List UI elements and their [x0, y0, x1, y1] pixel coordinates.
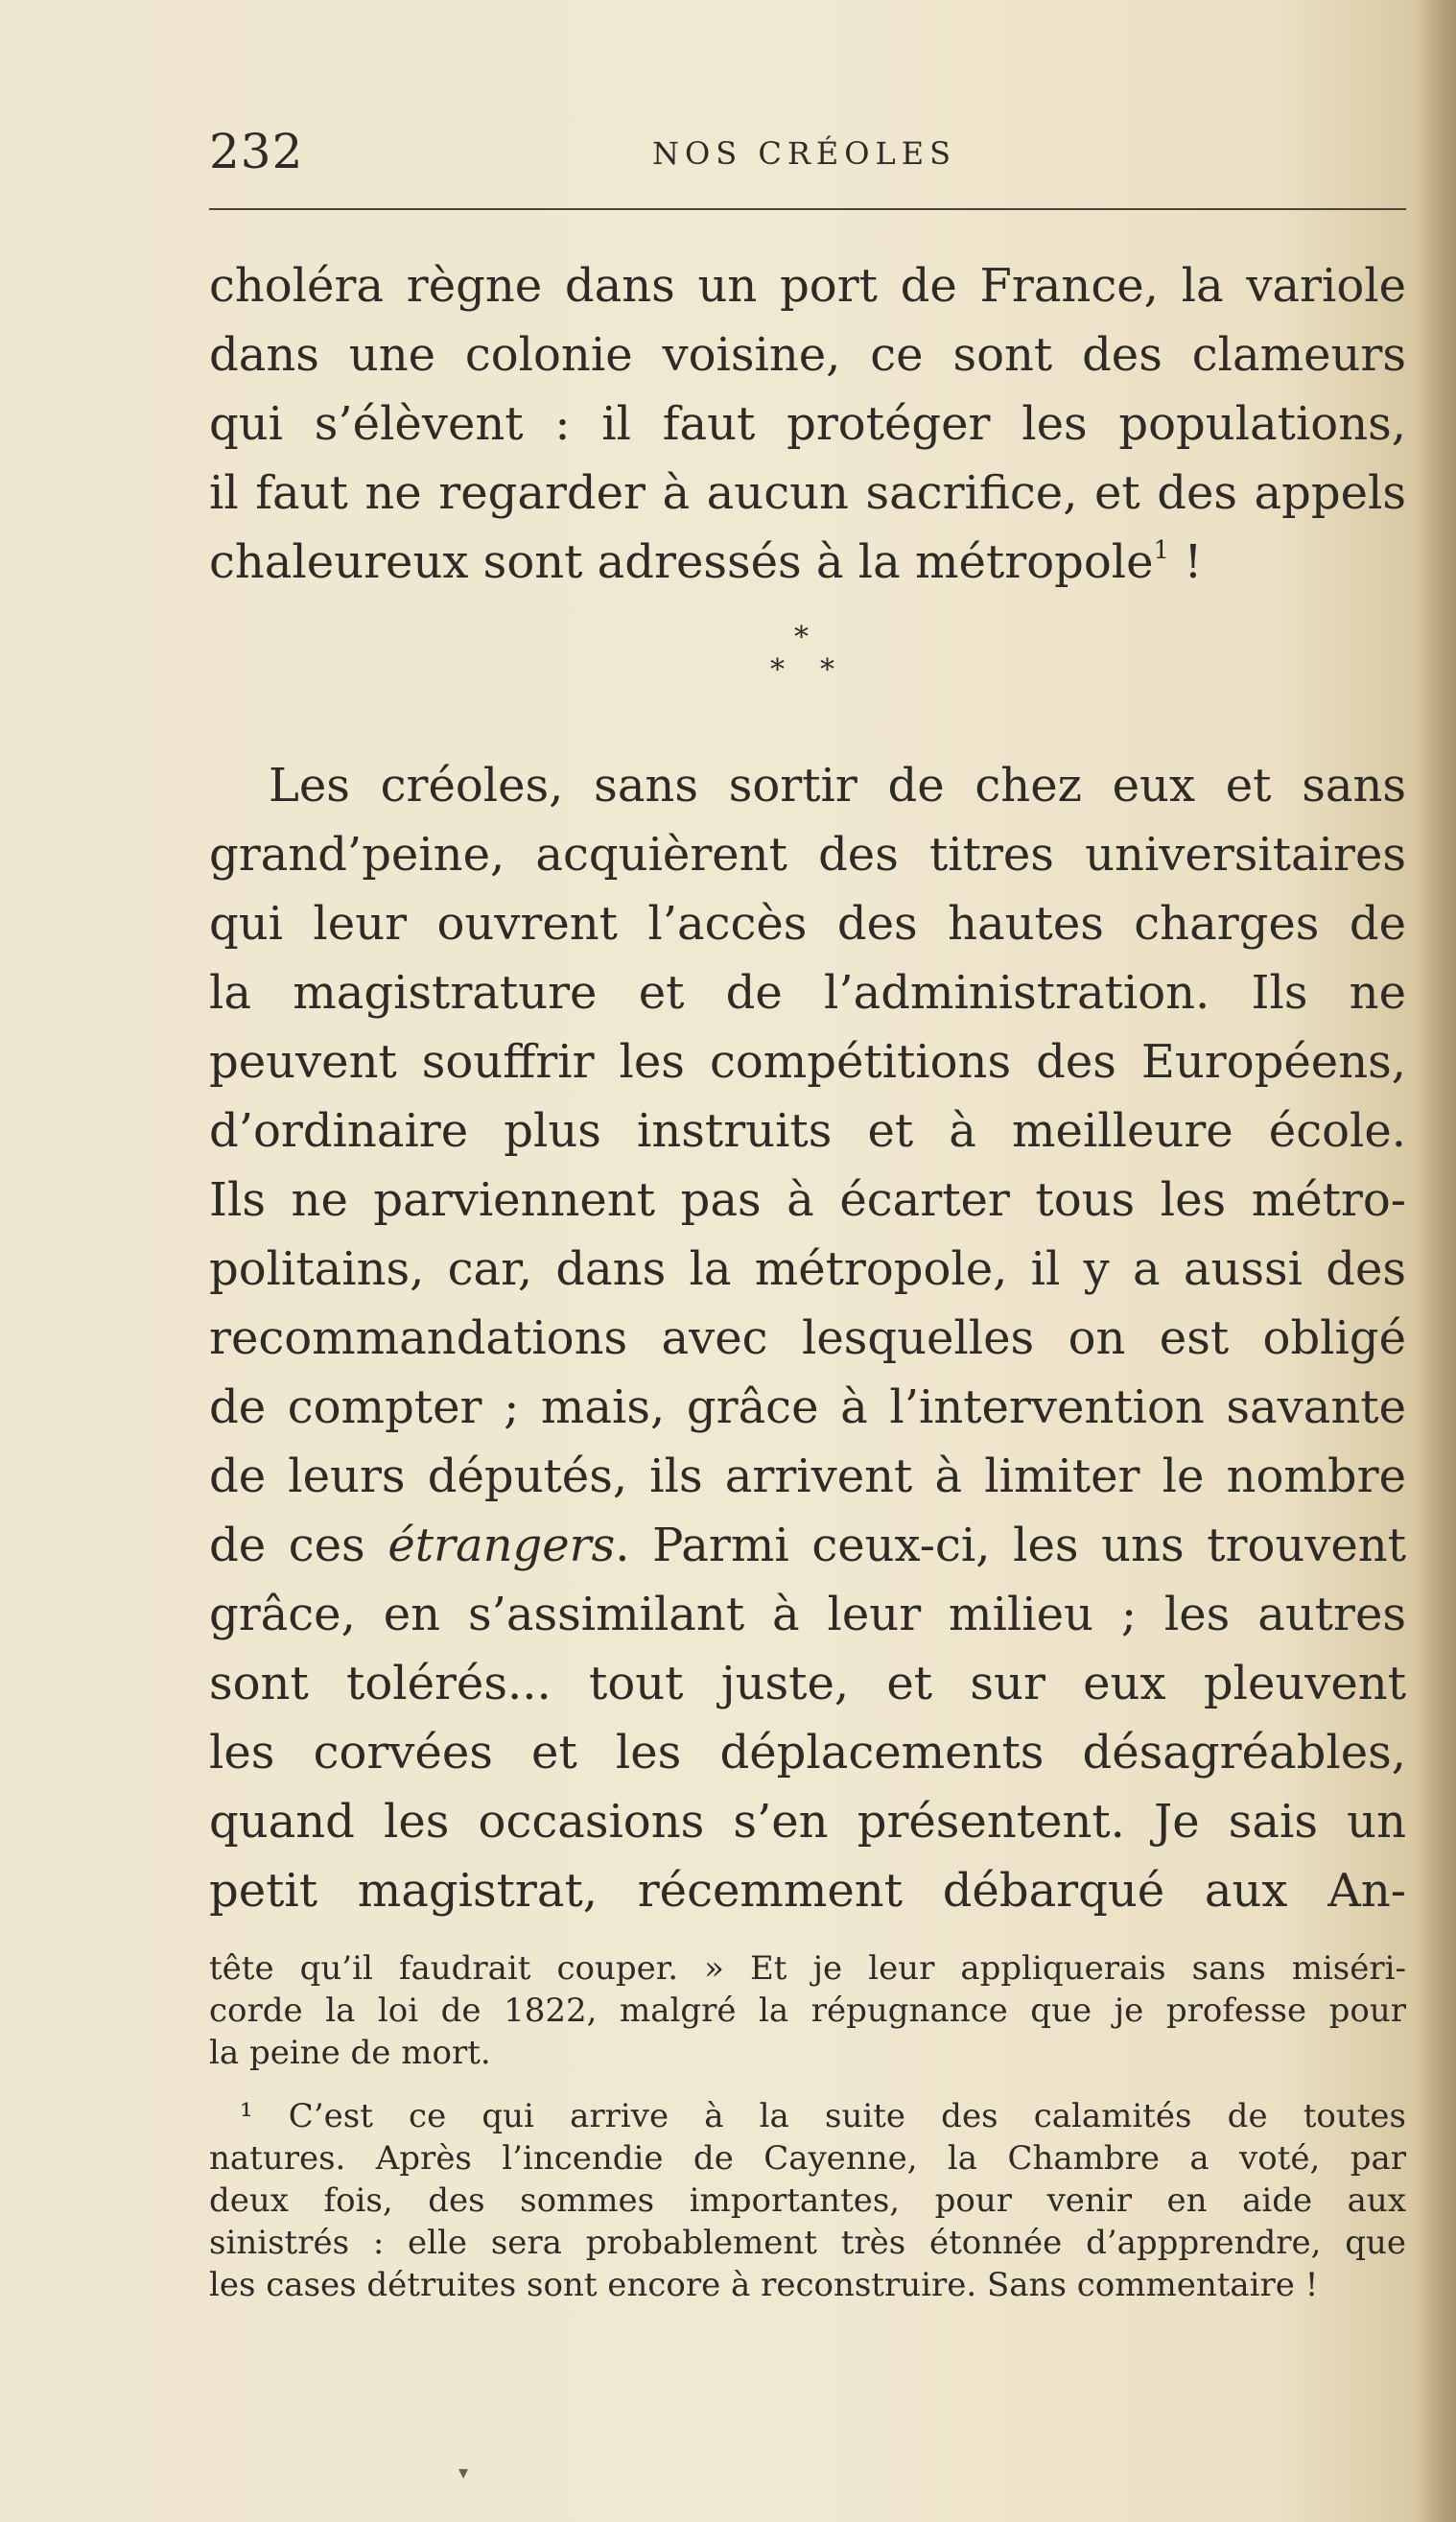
section-asterism — [209, 602, 1406, 751]
text-segment: chaleureux sont adressés à la métropole — [209, 535, 1154, 589]
text-line: grand’peine, acquièrent des titres universitaires — [209, 828, 1406, 882]
text-line: qui s’élèvent : il faut protéger les populations, — [209, 397, 1406, 451]
italic-word: étrangers — [387, 1519, 616, 1572]
asterism-star: * — [770, 653, 785, 687]
text-line: de leurs députés, ils arrivent à limiter le nombre — [209, 1450, 1406, 1503]
text-line: il faut ne regarder à aucun sacrifice, et des appels — [209, 466, 1406, 520]
text-line: qui leur ouvrent l’accès des hautes charges de — [209, 897, 1406, 951]
text-segment: de ces — [209, 1519, 388, 1572]
footnote-line: natures. Après l’incendie de Cayenne, la Chambre a voté, par — [209, 2139, 1406, 2178]
page-number: 232 — [209, 124, 304, 179]
asterism-star: * — [794, 621, 809, 654]
text-line: petit magistrat, récemment débarqué aux An- — [209, 1864, 1406, 1918]
footnote-line: tête qu’il faudrait couper. » Et je leur appliquerais sans miséri- — [209, 1949, 1406, 1988]
body-text — [209, 251, 1406, 1925]
text-line — [209, 1511, 1406, 1580]
text-line: dans une colonie voisine, ce sont des clameurs — [209, 328, 1406, 382]
header-rule — [209, 208, 1406, 210]
text-line: recommandations avec lesquelles on est obligé — [209, 1311, 1406, 1365]
footnote-line: ¹ C’est ce qui arrive à la suite des calamités de toutes — [240, 2097, 1406, 2135]
running-head: NOS CRÉOLES — [652, 135, 957, 172]
footnote-line: la peine de mort. — [209, 2034, 491, 2072]
text-line: choléra règne dans un port de France, la variole — [209, 259, 1406, 313]
text-line: les corvées et les déplacements désagréables, — [209, 1726, 1406, 1780]
text-line — [209, 528, 1406, 597]
text-line: politains, car, dans la métropole, il y a aussi des — [209, 1242, 1406, 1296]
text-segment: . Parmi ceux-ci, les uns trouvent — [615, 1519, 1406, 1572]
text-line: Les créoles, sans sortir de chez eux et sans — [269, 759, 1406, 813]
text-line: la magistrature et de l’administration. Ils ne — [209, 966, 1406, 1020]
text-segment: ! — [1169, 535, 1203, 589]
asterism-star: * — [820, 653, 834, 687]
text-line: sont tolérés... tout juste, et sur eux pleuvent — [209, 1657, 1406, 1710]
text-line: peuvent souffrir les compétitions des Européens, — [209, 1035, 1406, 1089]
text-line: de compter ; mais, grâce à l’intervention savante — [209, 1380, 1406, 1434]
footnote-reference: 1 — [1153, 536, 1170, 565]
page-edge-shadow — [1420, 0, 1456, 2522]
printer-mark: ▾ — [458, 2461, 469, 2484]
text-line: grâce, en s’assimilant à leur milieu ; les autres — [209, 1588, 1406, 1641]
page-header — [209, 123, 1406, 180]
text-line: quand les occasions s’en présentent. Je sais un — [209, 1795, 1406, 1849]
footnote-line: corde la loi de 1822, malgré la répugnance que je professe pour — [209, 1992, 1406, 2030]
footnote-line: deux fois, des sommes importantes, pour venir en aide aux — [209, 2181, 1406, 2220]
footnote-line: sinistrés : elle sera probablement très étonnée d’appprendre, que — [209, 2224, 1406, 2262]
footnote-line: les cases détruites sont encore à reconstruire. Sans commentaire ! — [209, 2266, 1319, 2304]
footnotes — [209, 1947, 1406, 2306]
text-line: d’ordinaire plus instruits et à meilleure école. — [209, 1104, 1406, 1158]
footnote-spacer — [209, 2074, 1406, 2095]
text-line: Ils ne parviennent pas à écarter tous les métro- — [209, 1173, 1406, 1227]
